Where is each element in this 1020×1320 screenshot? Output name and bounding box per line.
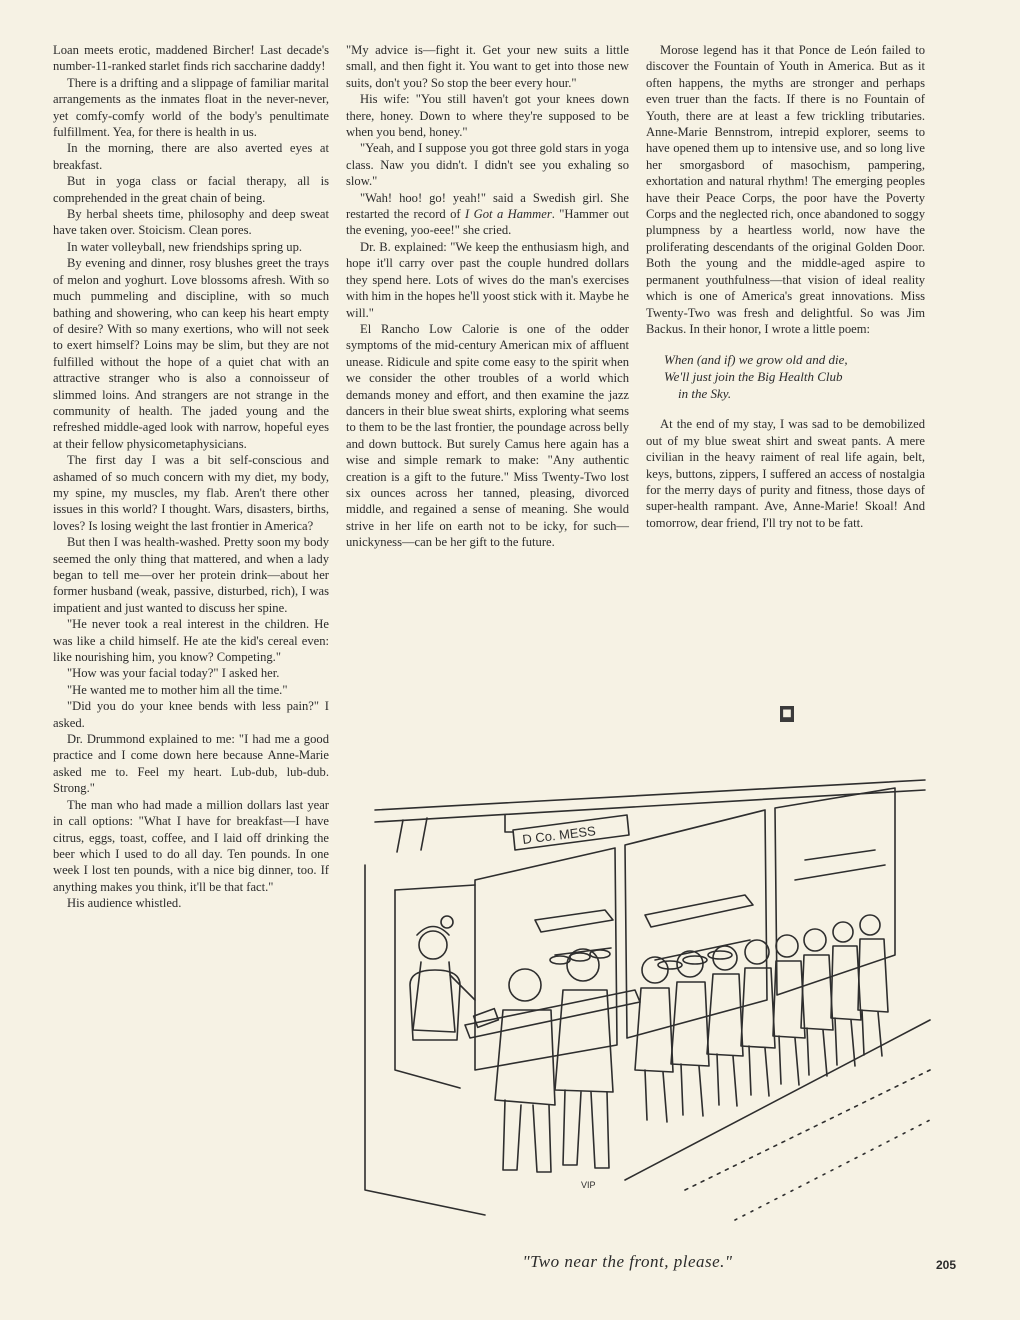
- poem: [664, 351, 925, 402]
- paragraph: But in yoga class or facial therapy, all is comprehended in the great chain of being.: [53, 174, 329, 205]
- paragraph: El Rancho Low Calorie is one of the odder symptoms of the mid-century American mix of affluent unease. Ridicule and spite come easy to the spirit when we consider the other troubles of a world which demands money and effort, and then examine the jazz dancers in their blue sweat shirts, exploring what seems to them to be the last frontier, the poundage across belly and down buttock. But surely Camus here again has a wise and simple remark to make: "Any authentic creation is a gift to the future." Miss Twenty-Two lost six ounces across her tanned, pleasing, divorced middle, and regained a sense of meaning. She would strive in her life on earth not to be icky, for such—unickyness—can be her gift to the future.: [346, 321, 629, 550]
- page-number: 205: [936, 1258, 957, 1272]
- paragraph: In water volleyball, new friendships spring up.: [67, 239, 303, 254]
- poem-line: We'll just join the Big Health Club: [664, 369, 843, 385]
- paragraph: At the end of my stay, I was sad to be demobilized out of my blue sweat shirt and sweat pants. A mere civilian in the heavy raiment of real life again, belt, keys, buttons, zippers, I suffered an access of nostalgia for the merry days of purity and fitness, those days of super-health rampant. Ave, Anne-Marie! Skoal! And tomorrow, dear friend, I'll try not to be fatt.: [646, 417, 925, 530]
- mess-sign-text: D Co. MESS: [521, 823, 597, 847]
- plate: [708, 951, 732, 959]
- cartoon-caption: "Two near the front, please.": [522, 1252, 733, 1271]
- poem-line: When (and if) we grow old and die,: [664, 352, 848, 368]
- paragraph: Dr. Drummond explained to me: "I had me a good practice and I come down here because Anne-Marie asked me to. Feel my heart. Lub-dub, lub-dub. Strong.": [53, 732, 329, 796]
- paragraph: "Yeah, and I suppose you got three gold stars in yoga class. Naw you didn't. I didn't see you exhaling so slow.": [346, 141, 629, 189]
- paragraph: But then I was health-washed. Pretty soon my body seemed the only thing that mattered, and when a lady began to tell me—over her protein drink—about her former husband (weak, passive, disturbed, rich), I was impatient and just wanted to discuss her spine.: [53, 535, 329, 615]
- paragraph: In the morning, there are also averted eyes at breakfast.: [53, 141, 329, 172]
- soldier-line-rear: [635, 915, 888, 1122]
- poem-line: in the Sky.: [678, 386, 732, 402]
- record-title: I Got a Hammer: [465, 207, 552, 222]
- cartoon-illustration: [355, 770, 935, 1240]
- window-left-frame: [395, 890, 460, 1088]
- text-column-1: [53, 42, 329, 912]
- serving-window: [475, 848, 617, 1070]
- paragraph: "How was your facial today?" I asked her.: [67, 666, 280, 681]
- rabbit-head-end-mark-icon: ■: [780, 706, 794, 722]
- paragraph: Morose legend has it that Ponce de León failed to discover the Fountain of Youth in America. But as it often happens, the myths are stronger and perhaps even truer than the facts. If there is no Fountain of Youth, there are at least a few trickling tributaries. Anne-Marie Bennstrom, intrepid explorer, seems to have opened them up to intensive use, and so long live her smorgasbord of masochism, pampering, exhortation and natural rhythm! The emerging peoples have their Peace Corps, the poor have the Poverty Corps and the neglected rich, once abandoned to soggy plumpness by a heartless world, now have the proliferating descendants of the original Golden Door. Both the young and the middle-aged aspire to permanent youthfulness—that vision of ideal reality which is one of America's great innovations. Miss Twenty-Two was fresh and delightful. So was Jim Backus. In their honor, I wrote a little poem:: [646, 43, 925, 336]
- paragraph: His audience whistled.: [67, 896, 182, 911]
- floor-dots: [735, 1120, 930, 1220]
- mess-sign: [513, 815, 629, 850]
- paragraph: "Did you do your knee bends with less pain?" I asked.: [53, 699, 329, 730]
- paragraph-text: "Wah! hoo! go! yeah!" said a Swedish girl. She restarted the record of: [346, 190, 629, 222]
- plate: [570, 953, 590, 961]
- soldier-second: [555, 949, 613, 1168]
- bracket: [397, 818, 427, 852]
- serving-window-2: [625, 810, 767, 1038]
- paragraph: "He wanted me to mother him all the time.": [67, 682, 288, 697]
- paragraph: The man who had made a million dollars last year in call options: "What I have for breakfast—I have citrus, eggs, toast, coffee, and I laid off drinking the beer which I used to do all day. Ten pounds. In one week I lost ten pounds, with a nice big dinner, too. If anything makes you think, it'll be that fact.": [53, 797, 329, 894]
- paragraph: By herbal sheets time, philosophy and deep sweat have taken over. Stoicism. Clean pores.: [53, 207, 329, 238]
- text-column-2: [346, 42, 629, 551]
- window-top-frame: [395, 885, 475, 890]
- text-column-3: [646, 42, 925, 531]
- paragraph: There is a drifting and a slippage of familiar marital arrangements as the inmates float in the never-never, yet comfy-comfy world of the body's penultimate fulfillment. Yea, for there is health in us.: [53, 75, 329, 140]
- serving-window-3: [775, 788, 895, 995]
- paragraph: "My advice is—fight it. Get your new suits a little small, and then fight it. You want to get into those new suits, don't you? So stop the beer every hour.": [346, 43, 629, 90]
- paragraph-text: . "Hammer out the evening, yoo-eee!" she cried.: [346, 207, 629, 238]
- paragraph: Dr. B. explained: "We keep the enthusiasm high, and hope it'll carry over past the couple hundred dollars they spend here. Lots of wives do the man's exercises with him in the hopes he'll yoost stick with it. Maybe he will.": [346, 239, 629, 320]
- plate: [590, 950, 610, 958]
- paragraph: By evening and dinner, rosy blushes greet the trays of melon and yoghurt. Love blossoms afresh. With so much pummeling and discipline, with so much bathing and showering, who can keep his heart empty of desire? With so many exertions, who will not seek to exert himself? Loins may be slim, but they are not fulfilled without the hope of a quiet chat with an attractive stranger who is also a connoisseur of slimmed loins. And strangers are not strange in the community of health. The jaded young and the refreshed middle-aged look with narrow, hopeful eyes at their fellow physicometaphysicians.: [53, 256, 329, 451]
- soldier-front: [474, 969, 555, 1172]
- counter-shelf: [795, 850, 885, 880]
- counter-shelf: [535, 910, 613, 932]
- artist-signature: VIP: [581, 1180, 596, 1190]
- counter-shelf: [645, 895, 753, 927]
- floor-line: [625, 1020, 930, 1180]
- paragraph: His wife: "You still haven't got your knees down there, honey. Down to where they're supposed to be when you bend, honey.": [346, 92, 629, 140]
- paragraph: The first day I was a bit self-conscious and ashamed of so much concern with my diet, my body, my spine, my muscles, my flab. Aren't there other issues in this world? I thought. Wars, disasters, births, loves? Is losing weight the last frontier in America?: [53, 453, 329, 533]
- paragraph: Loan meets erotic, maddened Bircher! Last decade's number-11-ranked starlet finds rich saccharine daddy!: [53, 43, 329, 74]
- paragraph: "He never took a real interest in the children. He was like a child himself. He ate the kid's cereal even: like nourishing him, you know? Competing.": [53, 617, 329, 665]
- cook-figure: [413, 916, 475, 1032]
- paragraph: [346, 190, 629, 239]
